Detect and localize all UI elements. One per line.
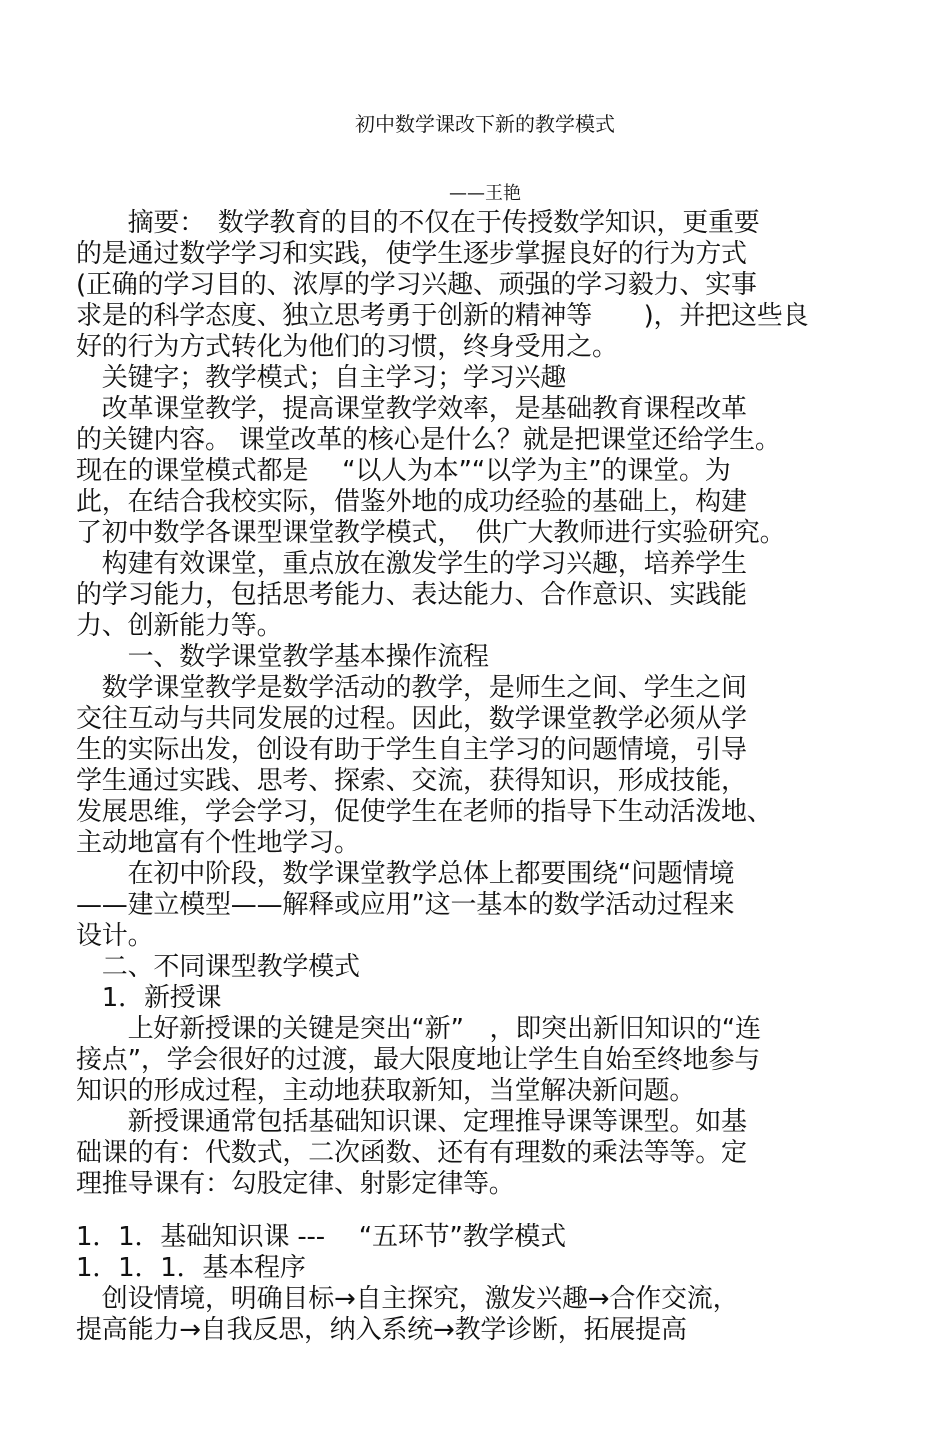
text-line: 摘要： 数学教育的目的不仅在于传授数学知识，更重要 (76, 208, 760, 238)
text-line: 学生通过实践、思考、探索、交流，获得知识，形成技能， (76, 766, 747, 796)
text-line: 上好新授课的关键是突出“新” ，即突出新旧知识的“连 (76, 1014, 761, 1044)
text-line: 构建有效课堂，重点放在激发学生的学习兴趣，培养学生 (76, 549, 747, 579)
text-line: 力、创新能力等。 (76, 611, 283, 641)
keywords-line: 关键字；教学模式；自主学习；学习兴趣 (76, 363, 567, 393)
text-line: 的关键内容。 课堂改革的核心是什么？就是把课堂还给学生。 (76, 425, 781, 455)
text-line: 的学习能力，包括思考能力、表达能力、合作意识、实践能 (76, 580, 747, 610)
text-line: 了初中数学各课型课堂教学模式， 供广大教师进行实验研究。 (76, 518, 786, 548)
text-line: 发展思维，学会学习，促使学生在老师的指导下生动活泼地、 (76, 797, 773, 827)
text-line: (正确的学习目的、浓厚的学习兴趣、顽强的学习毅力、实事 (76, 270, 757, 300)
text-line: 理推导课有：勾股定律、射影定律等。 (76, 1169, 515, 1199)
document-title: 初中数学课改下新的教学模式 (355, 112, 615, 136)
text-line: 知识的形成过程，主动地获取新知，当堂解决新问题。 (76, 1076, 696, 1106)
text-line: 此，在结合我校实际，借鉴外地的成功经验的基础上，构建 (76, 487, 747, 517)
text-line: ——建立模型——解释或应用”这一基本的数学活动过程来 (76, 890, 735, 920)
subsection-heading: 1．新授课 (76, 983, 222, 1013)
text-line: 在初中阶段，数学课堂教学总体上都要围绕“问题情境 (76, 859, 735, 889)
subsection-heading: 1．1．1．基本程序 (76, 1253, 306, 1283)
subsection-heading: 1．1．基础知识课 --- “五环节”教学模式 (76, 1222, 566, 1252)
text-line: 础课的有：代数式，二次函数、还有有理数的乘法等等。定 (76, 1138, 747, 1168)
text-line: 接点”，学会很好的过渡，最大限度地让学生自始至终地参与 (76, 1045, 761, 1075)
text-line: 创设情境，明确目标→自主探究，激发兴趣→合作交流， (76, 1284, 739, 1314)
text-line: 新授课通常包括基础知识课、定理推导课等课型。如基 (76, 1107, 747, 1137)
text-line: 提高能力→自我反思，纳入系统→教学诊断，拓展提高 (76, 1315, 687, 1345)
section-heading: 一、数学课堂教学基本操作流程 (76, 642, 489, 672)
text-line: 改革课堂教学，提高课堂教学效率，是基础教育课程改革 (76, 394, 747, 424)
text-line: 设计。 (76, 921, 154, 951)
text-line: 好的行为方式转化为他们的习惯，终身受用之。 (76, 332, 618, 362)
text-line: 求是的科学态度、独立思考勇于创新的精神等 )，并把这些良 (76, 301, 809, 331)
section-heading: 二、不同课型教学模式 (76, 952, 360, 982)
text-line: 生的实际出发，创设有助于学生自主学习的问题情境，引导 (76, 735, 747, 765)
document-author: ——王艳 (449, 183, 521, 204)
text-line: 的是通过数学学习和实践，使学生逐步掌握良好的行为方式 (76, 239, 747, 269)
text-line: 交往互动与共同发展的过程。因此，数学课堂教学必须从学 (76, 704, 747, 734)
text-line: 主动地富有个性地学习。 (76, 828, 360, 858)
text-line: 现在的课堂模式都是 “以人为本”“以学为主”的课堂。为 (76, 456, 731, 486)
text-line: 数学课堂教学是数学活动的教学，是师生之间、学生之间 (76, 673, 747, 703)
